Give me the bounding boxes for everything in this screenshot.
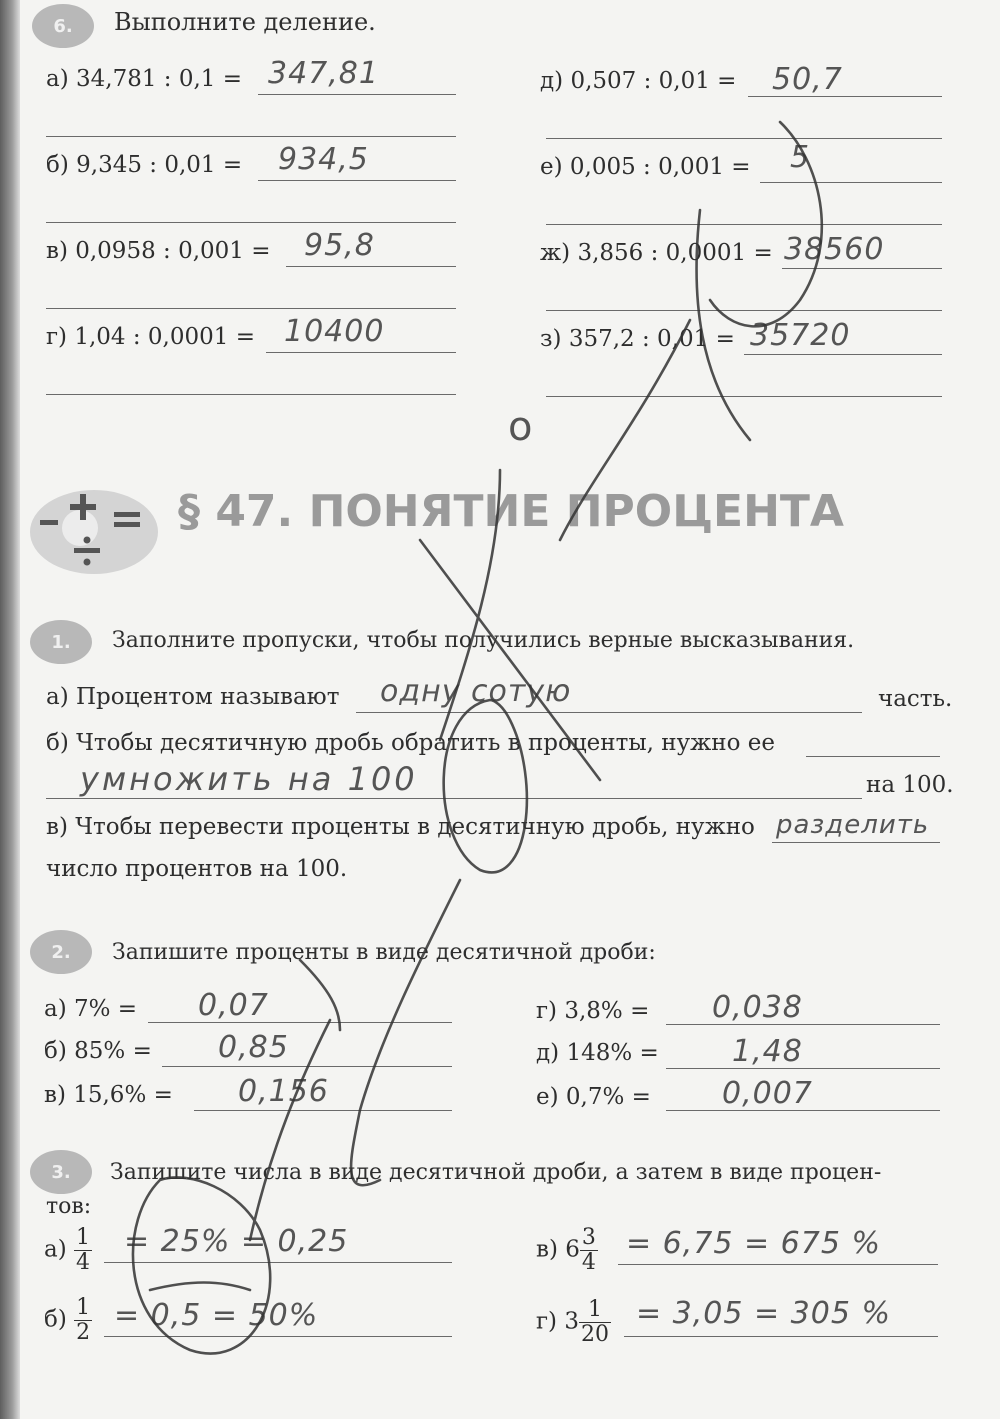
task-1-number: 1. <box>51 631 71 653</box>
task-2-g-label: г) 3,8% = <box>536 998 650 1024</box>
task-1-b-tail: на 100. <box>866 772 954 798</box>
task-3-b-answer: = 0,5 = 50% <box>114 1298 319 1333</box>
task-2-e-answer: 0,007 <box>722 1076 813 1111</box>
task-3-a-num: 1 <box>76 1225 90 1250</box>
handwritten-o-letter: о <box>508 404 534 450</box>
task-6-b-label: б) 9,345 : 0,01 = <box>46 152 243 178</box>
task-3-g-answer: = 3,05 = 305 % <box>636 1296 891 1331</box>
task-3-number: 3. <box>51 1161 71 1183</box>
scribble-n-stroke-1 <box>351 880 460 1185</box>
task-3-v-answer: = 6,75 = 675 % <box>626 1226 881 1261</box>
task-2-b-answer: 0,85 <box>218 1030 289 1065</box>
task-2-a-answer: 0,07 <box>198 988 269 1023</box>
task-6-g-answer: 10400 <box>284 314 385 349</box>
task-3-g-whole: 3 <box>564 1308 579 1335</box>
task-6-zh-label: ж) 3,856 : 0,0001 = <box>540 240 773 266</box>
task-2-number: 2. <box>51 941 71 963</box>
scribble-n-hook <box>300 960 340 1030</box>
task-1-c-answer: разделить <box>776 810 930 840</box>
scribble-top-curve <box>710 122 822 326</box>
task-6-e-label: е) 0,005 : 0,001 = <box>540 154 751 180</box>
task-1-b-answer: умножить на 100 <box>80 760 418 798</box>
task-6-instruction: Выполните деление. <box>114 8 376 36</box>
task-6-a-answer: 347,81 <box>268 56 379 91</box>
task-6-d-label: д) 0,507 : 0,01 = <box>540 68 737 94</box>
task-3-v-num: 3 <box>581 1225 596 1250</box>
task-1-a-text: а) Процентом называют <box>46 684 340 710</box>
task-1-b-text: б) Чтобы десятичную дробь обратить в проценты, нужно ее <box>46 730 775 756</box>
task-2-g-answer: 0,038 <box>712 990 803 1025</box>
task-3-a-den: 4 <box>76 1250 90 1275</box>
task-3-g-num: 1 <box>579 1298 611 1323</box>
task-6-d-answer: 50,7 <box>772 62 843 97</box>
task-3-instruction-line2: тов: <box>46 1194 92 1219</box>
task-3-b-prefix: б) <box>44 1306 67 1333</box>
scribble-loop <box>444 700 527 872</box>
task-6-z-label: з) 357,2 : 0,01 = <box>540 326 735 352</box>
task-3-b-num: 1 <box>76 1295 91 1320</box>
task-1-c-text: в) Чтобы перевести проценты в десятичную дробь, нужно <box>46 814 755 840</box>
task-2-instruction: Запишите проценты в виде десятичной дроби: <box>112 940 656 965</box>
task-6-a-label: а) 34,781 : 0,1 = <box>46 66 243 92</box>
task-2-v-label: в) 15,6% = <box>44 1082 173 1108</box>
task-6-zh-answer: 38560 <box>784 232 885 267</box>
task-6-number: 6. <box>53 15 73 37</box>
task-1-c-tail: число процентов на 100. <box>46 856 348 882</box>
task-3-v-prefix: в) <box>536 1236 558 1263</box>
task-3-v-den: 4 <box>581 1250 596 1275</box>
task-1-a-tail: часть. <box>878 686 953 712</box>
task-6-v-answer: 95,8 <box>304 228 375 263</box>
task-3-a-prefix: а) <box>44 1236 67 1263</box>
task-3-g-den: 20 <box>580 1322 609 1347</box>
task-2-a-label: а) 7% = <box>44 996 138 1022</box>
task-2-d-label: д) 148% = <box>536 1040 659 1066</box>
scribble-n-stroke-2 <box>250 1020 330 1240</box>
task-3-v-whole: 6 <box>565 1236 580 1263</box>
scribble-bottom-loop <box>133 1177 270 1353</box>
task-2-d-answer: 1,48 <box>732 1034 803 1069</box>
scribble-upper-line <box>560 320 690 540</box>
section-title: § 47. ПОНЯТИЕ ПРОЦЕНТА <box>178 486 844 537</box>
task-2-e-label: е) 0,7% = <box>536 1084 651 1110</box>
task-3-g-prefix: г) <box>536 1308 558 1335</box>
task-6-e-answer: 5 <box>790 140 811 175</box>
scribble-bottom-bar <box>150 1283 250 1291</box>
task-3-instruction-line1: Запишите числа в виде десятичной дроби, а затем в виде процен- <box>110 1160 882 1185</box>
task-6-v-label: в) 0,0958 : 0,001 = <box>46 238 271 264</box>
scribble-k-diagonal <box>420 540 600 780</box>
task-6-z-answer: 35720 <box>750 318 851 353</box>
task-1-a-answer: одну сотую <box>380 674 572 709</box>
task-3-b-den: 2 <box>76 1320 91 1345</box>
task-6-b-answer: 934,5 <box>278 142 369 177</box>
task-3-a-answer: = 25% = 0,25 <box>124 1224 349 1259</box>
task-2-v-answer: 0,156 <box>238 1074 329 1109</box>
task-6-g-label: г) 1,04 : 0,0001 = <box>46 324 255 350</box>
task-1-instruction: Заполните пропуски, чтобы получились верные высказывания. <box>112 628 855 653</box>
task-2-b-label: б) 85% = <box>44 1038 152 1064</box>
